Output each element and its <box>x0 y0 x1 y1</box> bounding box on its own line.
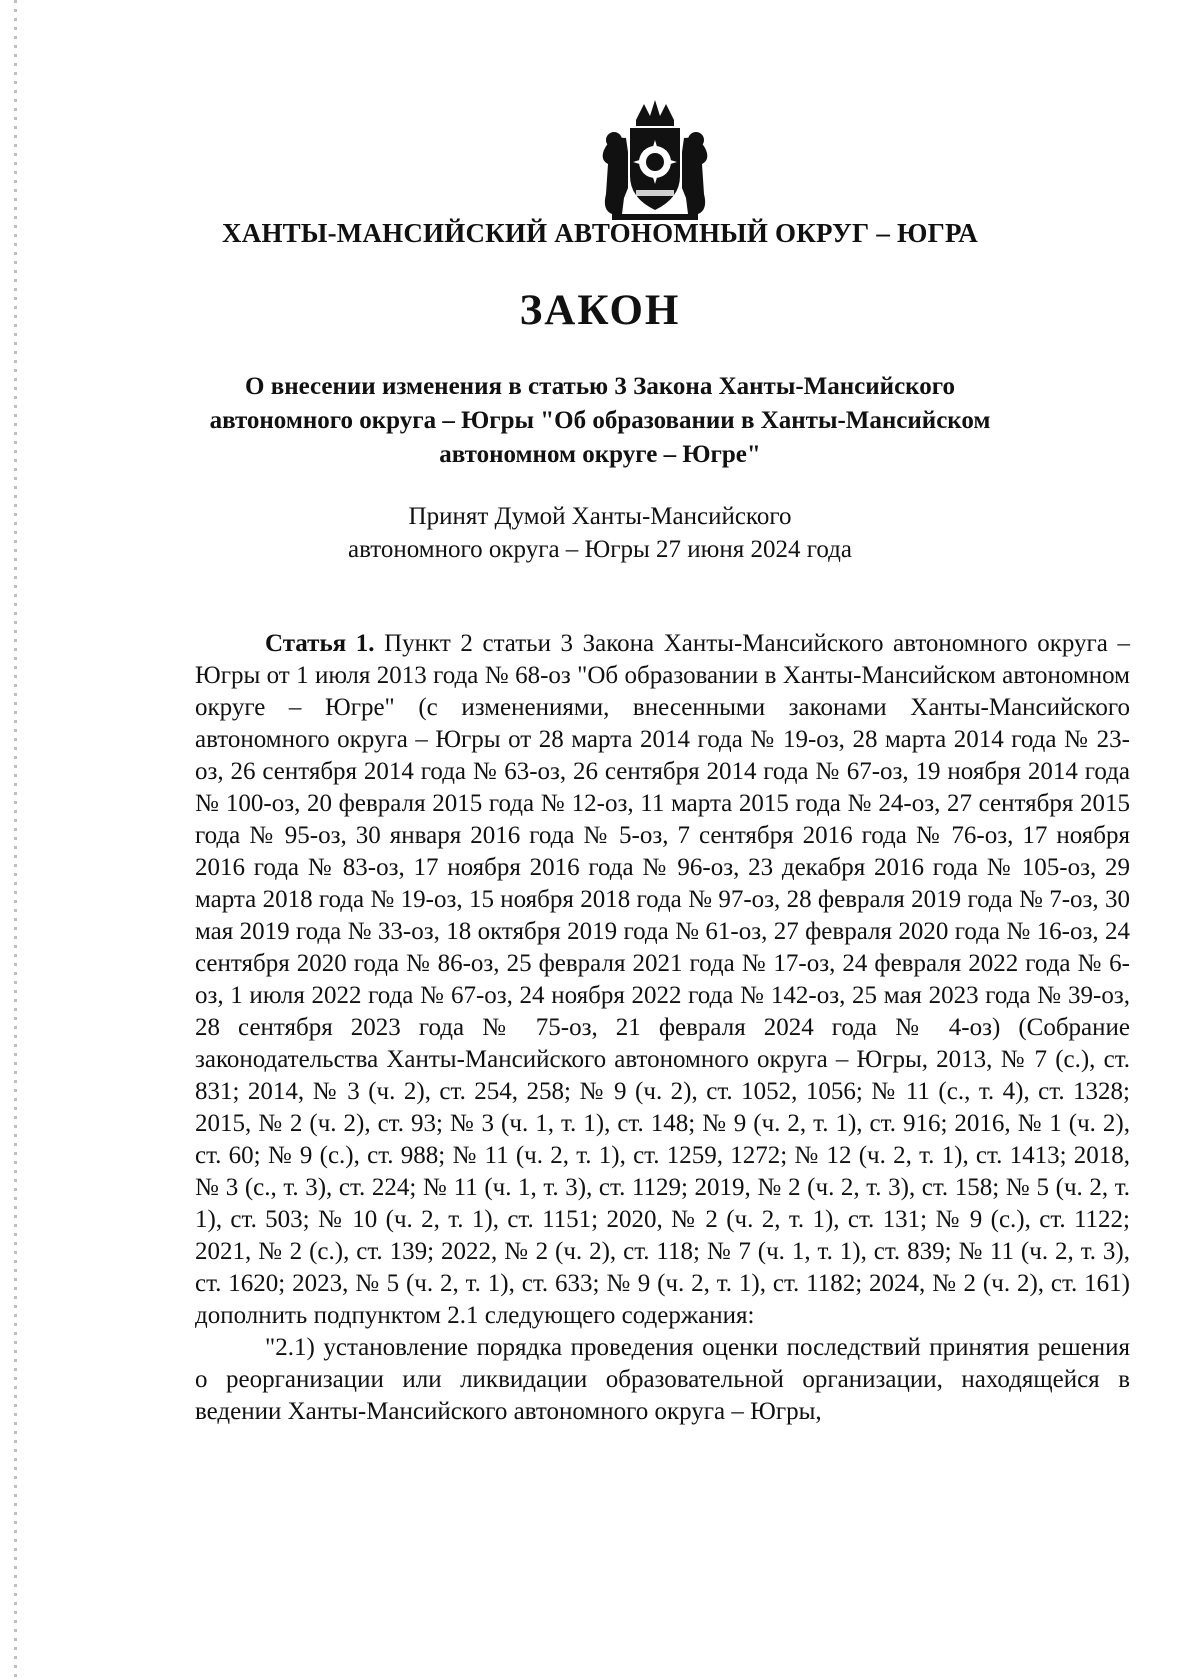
article-1-label: Статья 1. <box>265 630 375 657</box>
subparagraph-2-1: "2.1) установление порядка проведения оценки последствий принятия решения о реорганизации или ликвидации образовательной организации, находящейся в ведении Ханты-Мансийского автономного округа – Югры, <box>195 1334 1130 1425</box>
law-title <box>200 370 1000 472</box>
adoption-line: автономного округа – Югры 27 июня 2024 года <box>348 536 852 563</box>
coat-of-arms-icon <box>592 98 718 224</box>
law-title-line: автономном округе – Югре" <box>439 441 761 468</box>
article-1-text: Пункт 2 статьи 3 Закона Ханты-Мансийского автономного округа – Югры от 1 июля 2013 года № 68-оз "Об образовании в Ханты-Мансийском автономном округе – Югре" (с изменениями, внесенными законами Ханты-Мансийского автономного округа – Югры от 28 марта 2014 года № 19-оз, 28 марта 2014 года № 23-оз, 26 сентября 2014 года № 63-оз, 26 сентября 2014 года № 67-оз, 19 ноября 2014 года № 100-оз, 20 февраля 2015 года № 12-оз, 11 марта 2015 года № 24-оз, 27 сентября 2015 года № 95-оз, 30 января 2016 года № 5-оз, 7 сентября 2016 года № 76-оз, 17 ноября 2016 года № 83-оз, 17 ноября 2016 года № 96-оз, 23 декабря 2016 года № 105-оз, 29 марта 2018 года № 19-оз, 15 ноября 2018 года № 97-оз, 28 февраля 2019 года № 7-оз, 30 мая 2019 года № 33-оз, 18 октября 2019 года № 61-оз, 27 февраля 2020 года № 16-оз, 24 сентября 2020 года № 86-оз, 25 февраля 2021 года № 17-оз, 24 февраля 2022 года № 6-оз, 1 июля 2022 года № 67-оз, 24 ноября 2022 года № 142-оз, 25 мая 2023 года № 39-оз, 28 сентября 2023 года № 75-оз, 21 февраля 2024 года № 4-оз) (Собрание законодательства Ханты-Мансийского автономного округа – Югры, 2013, № 7 (с.), ст. 831; 2014, № 3 (ч. 2), ст. 254, 258; № 9 (ч. 2), ст. 1052, 1056; № 11 (с., т. 4), ст. 1328; 2015, № 2 (ч. 2), ст. 93; № 3 (ч. 1, т. 1), ст. 148; № 9 (ч. 2, т. 1), ст. 916; 2016, № 1 (ч. 2), ст. 60; № 9 (с.), ст. 988; № 11 (ч. 2, т. 1), ст. 1259, 1272; № 12 (ч. 2, т. 1), ст. 1413; 2018, № 3 (с., т. 3), ст. 224; № 11 (ч. 1, т. 3), ст. 1129; 2019, № 2 (ч. 2, т. 3), ст. 158; № 5 (ч. 2, т. 1), ст. 503; № 10 (ч. 2, т. 1), ст. 1151; 2020, № 2 (ч. 2, т. 1), ст. 131; № 9 (с.), ст. 1122; 2021, № 2 (с.), ст. 139; 2022, № 2 (ч. 2), ст. 118; № 7 (ч. 1, т. 1), ст. 839; № 11 (ч. 2, т. 3), ст. 1620; 2023, № 5 (ч. 2, т. 1), ст. 633; № 9 (ч. 2, т. 1), ст. 1182; 2024, № 2 (ч. 2), ст. 161) дополнить подпунктом 2.1 следующего содержания: <box>195 630 1130 1329</box>
law-title-line: автономного округа – Югры "Об образовании в Ханты-Мансийском <box>209 407 991 434</box>
region-heading: ХАНТЫ-МАНСИЙСКИЙ АВТОНОМНЫЙ ОКРУГ – ЮГРА <box>222 218 978 248</box>
adoption-note <box>300 500 900 566</box>
article-body <box>195 628 1130 1428</box>
adoption-line: Принят Думой Ханты-Мансийского <box>408 503 792 530</box>
law-title-line: О внесении изменения в статью 3 Закона Ханты-Мансийского <box>245 373 955 400</box>
article-1-paragraph <box>195 628 1130 1332</box>
document-type-heading: ЗАКОН <box>519 287 681 334</box>
